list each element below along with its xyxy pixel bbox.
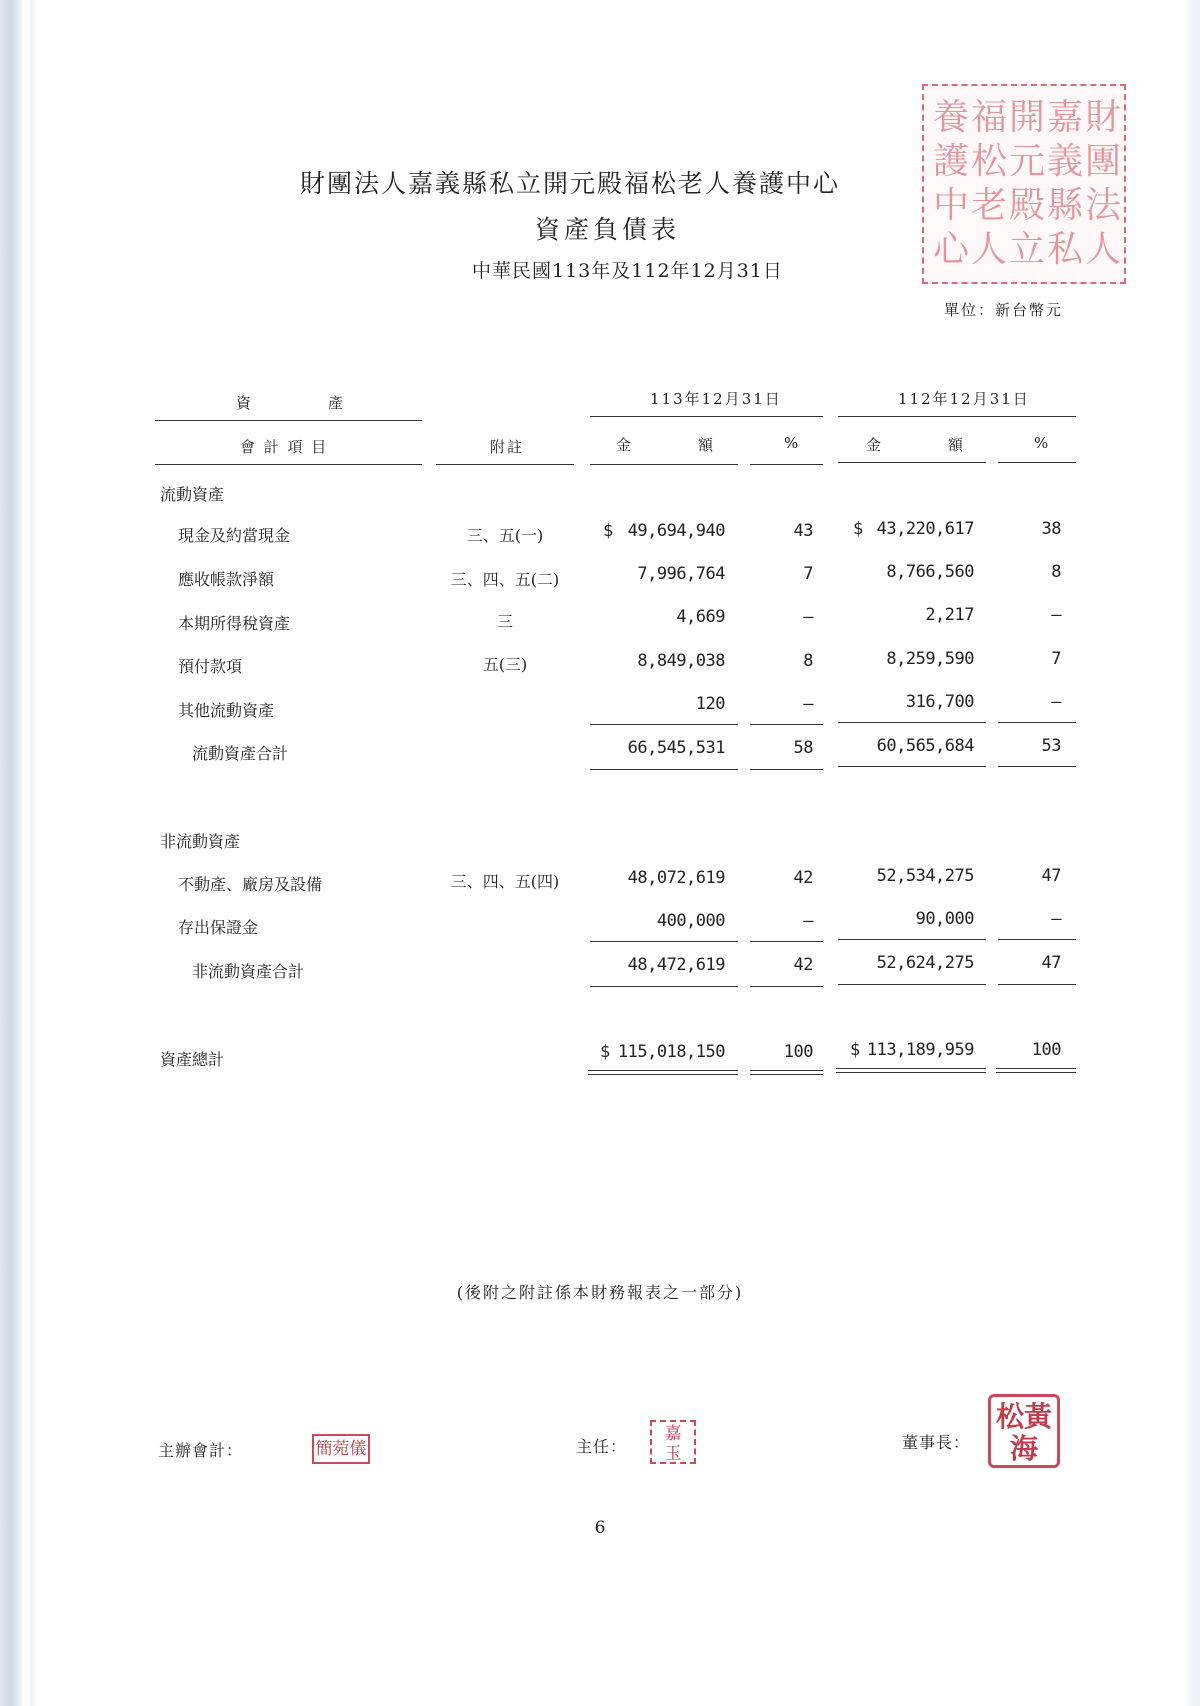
col-header-amount-2023-b: 額	[948, 436, 966, 454]
pct-2023: 38	[1041, 519, 1061, 539]
pct-2023: —	[1051, 909, 1061, 929]
report-title: 資產負債表	[534, 215, 680, 244]
subtotal-rule	[838, 722, 986, 723]
subtotal-rule	[838, 939, 986, 940]
chairman-seal: 松黃 海	[988, 1394, 1060, 1468]
pct-2024: 43	[793, 521, 813, 541]
section-noncurrent-assets: 非流動資產	[160, 832, 241, 851]
col-header-amount-2024-a: 金	[616, 436, 634, 454]
pct-2024: 42	[793, 868, 813, 888]
amount-2024: 48,072,619	[627, 868, 725, 888]
header-rule	[155, 464, 422, 465]
accountant-seal: 簡菀儀	[312, 1434, 370, 1464]
amount-2024: 8,849,038	[637, 651, 725, 671]
director-label: 主任：	[576, 1437, 628, 1456]
row-item: 流動資產合計	[192, 744, 289, 763]
row-note: 三、四、五(四)	[450, 872, 560, 891]
total-rule	[590, 769, 738, 770]
pct-2024: 8	[803, 651, 813, 671]
amount-2023: 2,217	[925, 605, 974, 625]
pct-2024: 7	[803, 564, 813, 584]
grand-total-double-rule	[836, 1068, 986, 1073]
row-note: 三、四、五(二)	[450, 570, 560, 589]
amount-2024: 400,000	[656, 911, 725, 931]
scan-shadow-left	[0, 0, 22, 1706]
col-header-note: 附註	[490, 438, 525, 456]
pct-2023: —	[1051, 605, 1061, 625]
total-rule	[838, 766, 986, 767]
amount-2024: 7,996,764	[637, 564, 725, 584]
header-rule	[590, 416, 823, 417]
pct-2024: 100	[783, 1042, 813, 1062]
subtotal-rule	[750, 941, 823, 942]
dollar-sign: $	[850, 1040, 860, 1060]
total-rule	[750, 986, 823, 987]
director-seal: 嘉 玉	[650, 1420, 696, 1464]
row-note: 五(三)	[482, 655, 528, 674]
total-rule	[998, 984, 1076, 985]
total-rule	[838, 984, 986, 985]
row-item: 應收帳款淨額	[178, 570, 275, 589]
pct-2023: 53	[1041, 736, 1061, 756]
section-current-assets: 流動資產	[160, 485, 225, 504]
dollar-sign: $	[603, 521, 613, 541]
pct-2024: —	[803, 607, 813, 627]
pct-2023: 100	[1031, 1040, 1061, 1060]
amount-2023: 316,700	[905, 692, 974, 712]
seal-col-2: 嘉 義 縣 私	[1046, 97, 1083, 270]
header-rule	[436, 464, 574, 465]
amount-2023: 113,189,959	[866, 1040, 974, 1060]
row-item: 其他流動資產	[178, 701, 275, 720]
header-rule	[155, 420, 422, 421]
col-header-amount-2024-b: 額	[698, 436, 716, 454]
amount-2024: 49,694,940	[627, 521, 725, 541]
col-header-pct-2024: %	[784, 434, 801, 452]
amount-2023: 8,259,590	[886, 649, 974, 669]
pct-2023: 7	[1051, 649, 1061, 669]
row-item: 非流動資產合計	[192, 962, 305, 981]
amount-2023: 90,000	[915, 909, 974, 929]
header-rule	[998, 462, 1076, 463]
pct-2023: 47	[1041, 866, 1061, 886]
report-period: 中華民國113年及112年12月31日	[472, 260, 783, 282]
subtotal-rule	[590, 941, 738, 942]
subtotal-rule	[998, 939, 1076, 940]
header-rule	[838, 462, 986, 463]
total-rule	[750, 769, 823, 770]
row-item: 不動產、廠房及設備	[178, 875, 323, 894]
pct-2023: —	[1051, 692, 1061, 712]
seal-col-5: 養 護 中 心	[932, 97, 969, 270]
pct-2023: 8	[1051, 562, 1061, 582]
pct-2023: 47	[1041, 953, 1061, 973]
amount-2023: 8,766,560	[886, 562, 974, 582]
grand-total-double-rule	[588, 1070, 738, 1075]
scan-shadow-right	[1182, 0, 1200, 1706]
grand-total-double-rule	[996, 1068, 1076, 1073]
seal-col-4: 福 松 老 人	[970, 97, 1007, 270]
header-rule	[750, 464, 823, 465]
footnote: (後附之附註係本財務報表之一部分)	[456, 1283, 744, 1302]
organization-seal-stamp	[922, 84, 1126, 284]
page-number: 6	[594, 1518, 606, 1538]
col-header-pct-2023: %	[1034, 434, 1051, 452]
subtotal-rule	[750, 724, 823, 725]
row-item: 本期所得稅資產	[178, 614, 291, 633]
total-rule	[998, 766, 1076, 767]
pct-2024: 42	[793, 955, 813, 975]
row-note: 三	[496, 612, 513, 631]
scan-shadow-left-inner	[30, 0, 36, 1706]
org-name: 財團法人嘉義縣私立開元殿福松老人養護中心	[300, 169, 841, 198]
subtotal-rule	[998, 722, 1076, 723]
chairman-label: 董事長：	[902, 1433, 971, 1452]
pct-2024: —	[803, 694, 813, 714]
header-rule	[838, 416, 1076, 417]
row-note: 三、五(一)	[466, 526, 544, 545]
period-header-2024: 113年12月31日	[650, 390, 782, 408]
accountant-label: 主辦會計：	[158, 1441, 244, 1460]
seal-col-3: 開 元 殿 立	[1008, 97, 1045, 270]
row-item: 存出保證金	[178, 918, 259, 937]
amount-2024: 120	[695, 694, 725, 714]
subtotal-rule	[590, 724, 738, 725]
amount-2024: 66,545,531	[627, 738, 725, 758]
total-rule	[590, 986, 738, 987]
amount-2023: 52,534,275	[876, 866, 974, 886]
pct-2024: —	[803, 911, 813, 931]
row-item: 現金及約當現金	[178, 526, 291, 545]
seal-col-1: 財 團 法 人	[1084, 97, 1121, 270]
dollar-sign: $	[600, 1042, 610, 1062]
header-rule	[590, 464, 738, 465]
amount-2024: 115,018,150	[617, 1042, 725, 1062]
col-header-item: 會 計 項 目	[240, 438, 329, 456]
row-item: 預付款項	[178, 657, 243, 676]
assets-header-a: 資	[236, 394, 254, 412]
pct-2024: 58	[793, 738, 813, 758]
col-header-amount-2023-a: 金	[866, 436, 884, 454]
row-item-grand-total: 資產總計	[160, 1050, 225, 1069]
currency-unit: 單位：新台幣元	[944, 301, 1064, 319]
amount-2024: 4,669	[676, 607, 725, 627]
amount-2023: 43,220,617	[876, 519, 974, 539]
amount-2023: 60,565,684	[876, 736, 974, 756]
assets-header-b: 產	[328, 394, 346, 412]
grand-total-double-rule	[750, 1070, 823, 1075]
period-header-2023: 112年12月31日	[898, 390, 1030, 408]
amount-2024: 48,472,619	[627, 955, 725, 975]
amount-2023: 52,624,275	[876, 953, 974, 973]
dollar-sign: $	[853, 519, 863, 539]
